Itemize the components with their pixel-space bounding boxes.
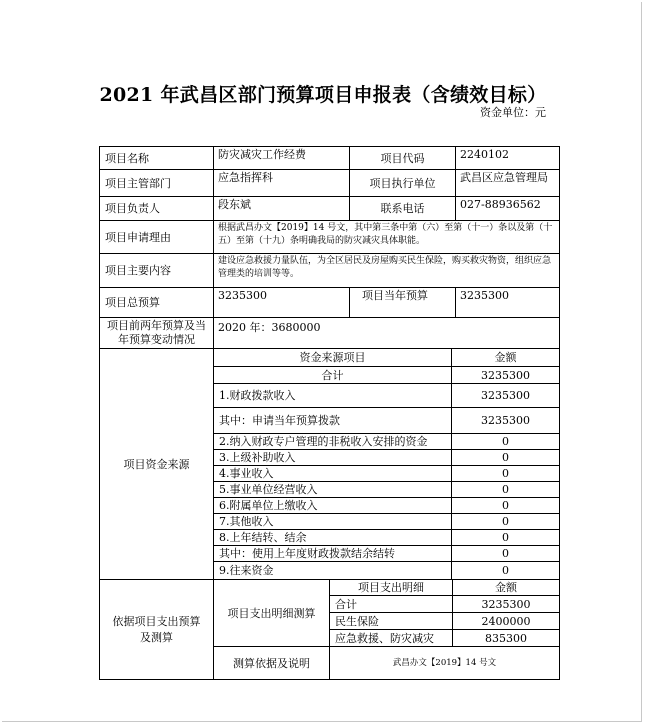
funding-item-name: 9.往来资金 bbox=[213, 561, 452, 580]
phone-value: 027-88936562 bbox=[455, 196, 560, 221]
expense-header-amount: 金额 bbox=[452, 579, 560, 596]
expense-item-name: 民生保险 bbox=[329, 612, 453, 630]
content-value: 建设应急救援力量队伍，为全区居民及房屋购买民生保险，购买救灾物资，组织应急管理类的培训等等。 bbox=[213, 253, 560, 288]
prev-budget-value: 2020 年：3680000 bbox=[213, 317, 560, 349]
funding-header-amount: 金额 bbox=[451, 348, 560, 367]
funding-item-amount: 0 bbox=[451, 433, 560, 450]
funding-item-name: 其中：使用上年度财政拨款结余结转 bbox=[213, 545, 452, 562]
owner-label: 项目负责人 bbox=[99, 196, 214, 221]
funding-header-source: 资金来源项目 bbox=[213, 348, 452, 367]
owner-value: 段东斌 bbox=[213, 196, 350, 221]
currency-unit: 资金单位：元 bbox=[480, 106, 546, 119]
funding-item-amount: 0 bbox=[451, 497, 560, 514]
year-budget-label: 项目当年预算 bbox=[349, 287, 456, 318]
budget-table bbox=[99, 146, 560, 680]
funding-item-name: 8.上年结转、结余 bbox=[213, 529, 452, 546]
funding-item-amount: 0 bbox=[451, 561, 560, 580]
project-code-label: 项目代码 bbox=[349, 146, 456, 170]
prev-budget-label: 项目前两年预算及当年预算变动情况 bbox=[99, 317, 214, 349]
exec-unit-label: 项目执行单位 bbox=[349, 169, 456, 197]
phone-label: 联系电话 bbox=[349, 196, 456, 221]
funding-item-name: 4.事业收入 bbox=[213, 465, 452, 482]
funding-item-name: 其中：申请当年预算拨款 bbox=[213, 407, 452, 434]
total-budget-value: 3235300 bbox=[213, 287, 350, 318]
funding-item-amount: 0 bbox=[451, 449, 560, 466]
funding-item-name: 1.财政拨款收入 bbox=[213, 383, 452, 408]
dept-label: 项目主管部门 bbox=[99, 169, 214, 197]
calc-basis-value: 武昌办文【2019】14 号文 bbox=[329, 646, 560, 680]
funding-item-amount: 3235300 bbox=[451, 383, 560, 408]
content-label: 项目主要内容 bbox=[99, 253, 214, 288]
funding-item-name: 7.其他收入 bbox=[213, 513, 452, 530]
reason-label: 项目申请理由 bbox=[99, 220, 214, 254]
funding-item-amount: 3235300 bbox=[451, 407, 560, 434]
expense-item-name: 合计 bbox=[329, 595, 453, 613]
project-code-value: 2240102 bbox=[455, 146, 560, 170]
expense-item-amount: 2400000 bbox=[452, 612, 560, 630]
expense-item-amount: 835300 bbox=[452, 629, 560, 647]
expense-header-item: 项目支出明细 bbox=[329, 579, 453, 596]
funding-item-amount: 0 bbox=[451, 545, 560, 562]
funding-item-name: 6.附属单位上缴收入 bbox=[213, 497, 452, 514]
year-budget-value: 3235300 bbox=[455, 287, 560, 318]
expense-detail-label: 项目支出明细测算 bbox=[213, 579, 330, 647]
calc-basis-label: 测算依据及说明 bbox=[213, 646, 330, 680]
reason-value: 根据武昌办文【2019】14 号文，其中第三条中第（六）至第（十一）条以及第（十五）至第（十九）条明确我局的防灾减灾具体职能。 bbox=[213, 220, 560, 254]
expense-item-amount: 3235300 bbox=[452, 595, 560, 613]
total-budget-label: 项目总预算 bbox=[99, 287, 214, 318]
funding-item-amount: 3235300 bbox=[451, 366, 560, 384]
funding-item-amount: 0 bbox=[451, 529, 560, 546]
exec-unit-value: 武昌区应急管理局 bbox=[455, 169, 560, 197]
funding-item-amount: 0 bbox=[451, 481, 560, 498]
funding-item-name: 2.纳入财政专户管理的非税收入安排的资金 bbox=[213, 433, 452, 450]
dept-value: 应急指挥科 bbox=[213, 169, 350, 197]
project-name-value: 防灾减灾工作经费 bbox=[213, 146, 350, 170]
funding-item-name: 合计 bbox=[213, 366, 452, 384]
expense-item-name: 应急救援、防灾减灾 bbox=[329, 629, 453, 647]
funding-item-name: 3.上级补助收入 bbox=[213, 449, 452, 466]
expense-basis-label: 依据项目支出预算及测算 bbox=[99, 579, 214, 680]
page-title: 2021 年武昌区部门预算项目申报表（含绩效目标） bbox=[99, 84, 547, 106]
funding-item-amount: 0 bbox=[451, 465, 560, 482]
funding-source-label: 项目资金来源 bbox=[99, 348, 214, 580]
project-name-label: 项目名称 bbox=[99, 146, 214, 170]
funding-item-amount: 0 bbox=[451, 513, 560, 530]
funding-item-name: 5.事业单位经营收入 bbox=[213, 481, 452, 498]
